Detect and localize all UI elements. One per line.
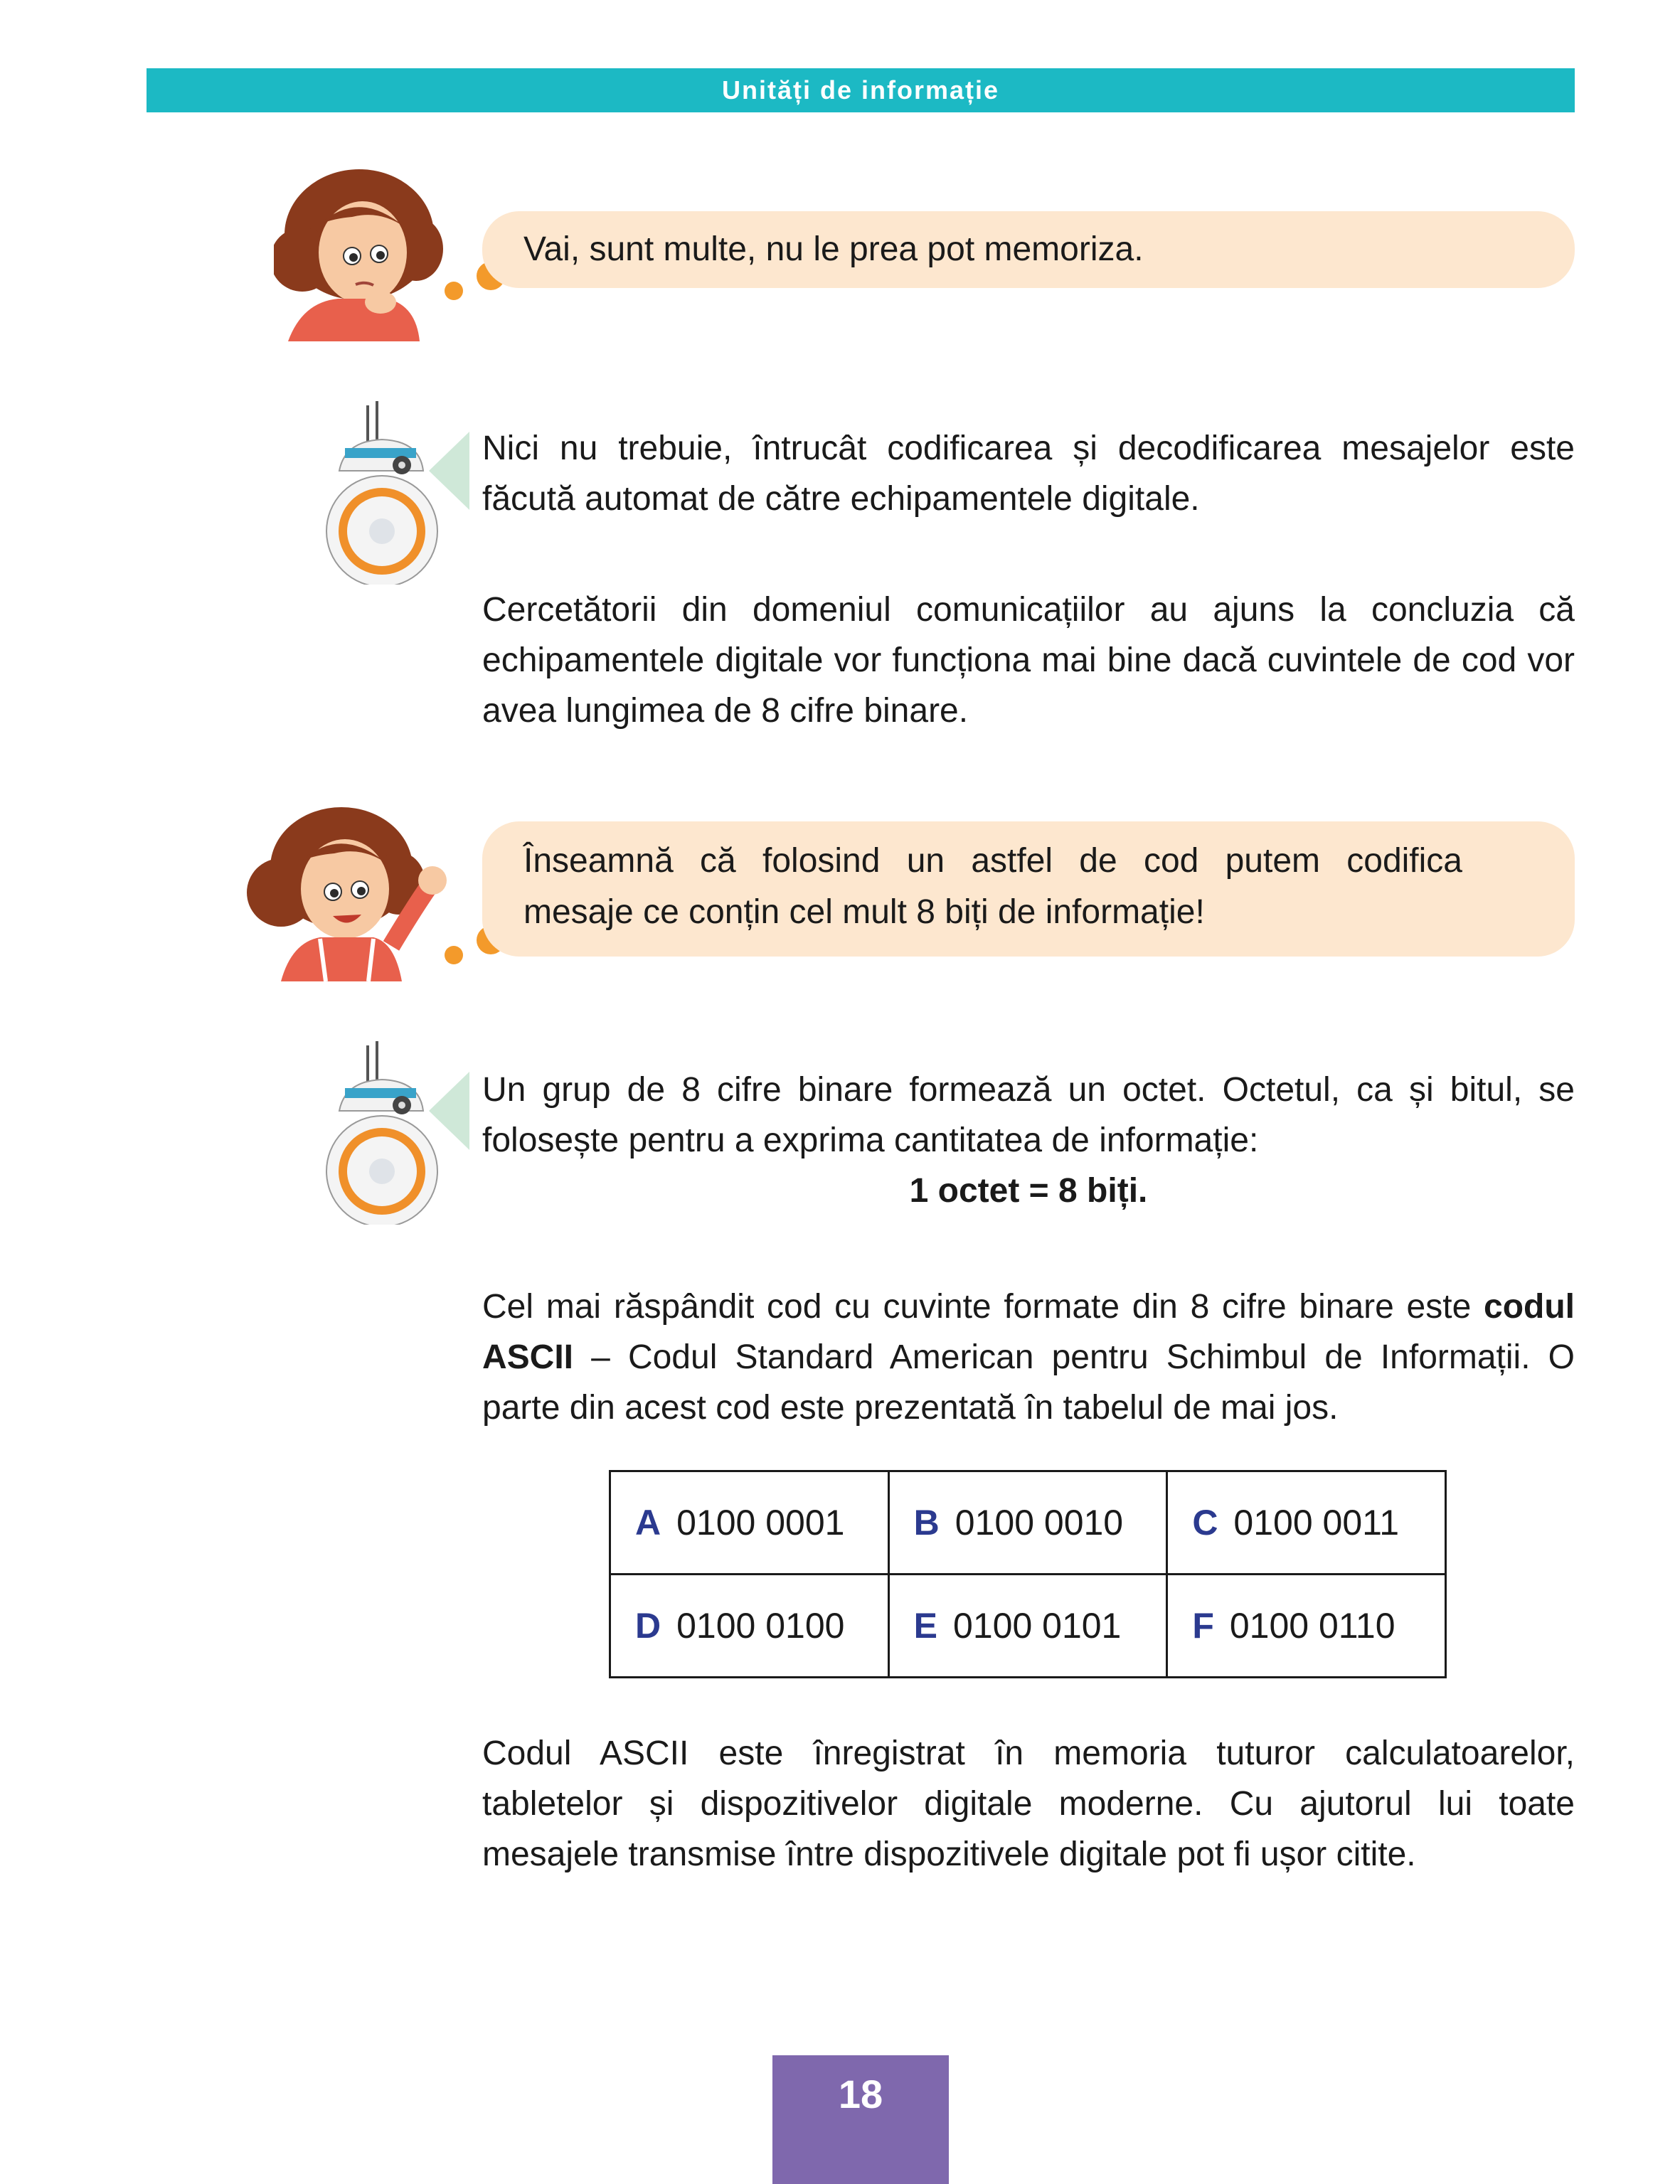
cell-letter: A — [635, 1503, 661, 1543]
speech-bubble-girl-1 — [482, 211, 1575, 288]
table-row — [610, 1471, 1446, 1575]
page-number-text: 18 — [838, 2072, 883, 2116]
table-cell — [888, 1471, 1167, 1575]
paragraph-octet — [482, 1065, 1575, 1218]
cell-letter: C — [1192, 1503, 1218, 1543]
cell-letter: E — [913, 1606, 938, 1646]
cell-code: 0100 0101 — [953, 1606, 1122, 1646]
ascii-code-table — [609, 1470, 1447, 1678]
cell-letter: D — [635, 1606, 661, 1646]
paragraph-text: Codul ASCII este înregistrat în memoria tuturor calculatoarelor, tabletelor și dispozitivelor digitale moderne. Cu ajutorul lui toate mesajele transmise între dispozitivele digitale pot fi ușor citite. — [482, 1735, 1575, 1873]
cell-letter: F — [1192, 1606, 1214, 1646]
table-cell — [1167, 1471, 1446, 1575]
paragraph-ascii-usage — [482, 1728, 1575, 1881]
ascii-term: codul ASCII — [482, 1288, 1575, 1376]
page-number — [772, 2055, 949, 2184]
speech-line: mesaje ce conțin cel mult 8 biți de informație! — [523, 893, 1205, 931]
paragraph-text: – Codul Standard American pentru Schimbul de Informații. O parte din acest cod este prezentată în tabelul de mai jos. — [482, 1338, 1575, 1427]
girl-waving-icon — [242, 804, 452, 981]
table-row — [610, 1575, 1446, 1678]
table-cell — [888, 1575, 1167, 1678]
chapter-title: Unități de informație — [721, 75, 1000, 105]
paragraph-ascii-intro — [482, 1282, 1575, 1434]
paragraph-text: Cercetătorii din domeniul comunicațiilor au ajuns la concluzia că echipamentele digitale vor funcționa mai bine dacă cuvintele de cod vor avea lungimea de 8 cifre binare. — [482, 591, 1575, 730]
paragraph-text: Nici nu trebuie, întrucât codificarea și decodificarea mesajelor este făcută automat de către echipamentele digitale. — [482, 430, 1575, 518]
cell-code: 0100 0110 — [1229, 1606, 1395, 1646]
table-cell — [610, 1471, 889, 1575]
speech-text: Vai, sunt multe, nu le prea pot memoriza. — [523, 230, 1144, 268]
cell-code: 0100 0010 — [955, 1503, 1124, 1543]
robot-icon — [324, 400, 473, 585]
speech-line: Înseamnă că folosind un astfel de cod putem codifica — [523, 842, 1462, 880]
octet-formula: 1 octet = 8 biți. — [909, 1172, 1148, 1210]
paragraph-robot-answer — [482, 423, 1575, 527]
cell-code: 0100 0001 — [676, 1503, 845, 1543]
paragraph-text: Un grup de 8 cifre binare formează un octet. Octetul, ca și bitul, se folosește pentru a exprima cantitatea de informație: — [482, 1071, 1575, 1159]
cell-code: 0100 0011 — [1233, 1503, 1400, 1543]
speech-bubble-girl-2 — [482, 821, 1575, 957]
robot-icon — [324, 1040, 473, 1225]
bubble-dot-small — [445, 282, 463, 300]
cell-code: 0100 0100 — [676, 1606, 845, 1646]
bubble-dot-small — [445, 946, 463, 964]
table-cell — [1167, 1575, 1446, 1678]
girl-thinking-icon — [274, 167, 445, 341]
chapter-header — [147, 68, 1575, 112]
cell-letter: B — [913, 1503, 940, 1543]
paragraph-research — [482, 585, 1575, 740]
table-cell — [610, 1575, 889, 1678]
paragraph-text: Cel mai răspândit cod cu cuvinte formate din 8 cifre binare este — [482, 1288, 1472, 1326]
